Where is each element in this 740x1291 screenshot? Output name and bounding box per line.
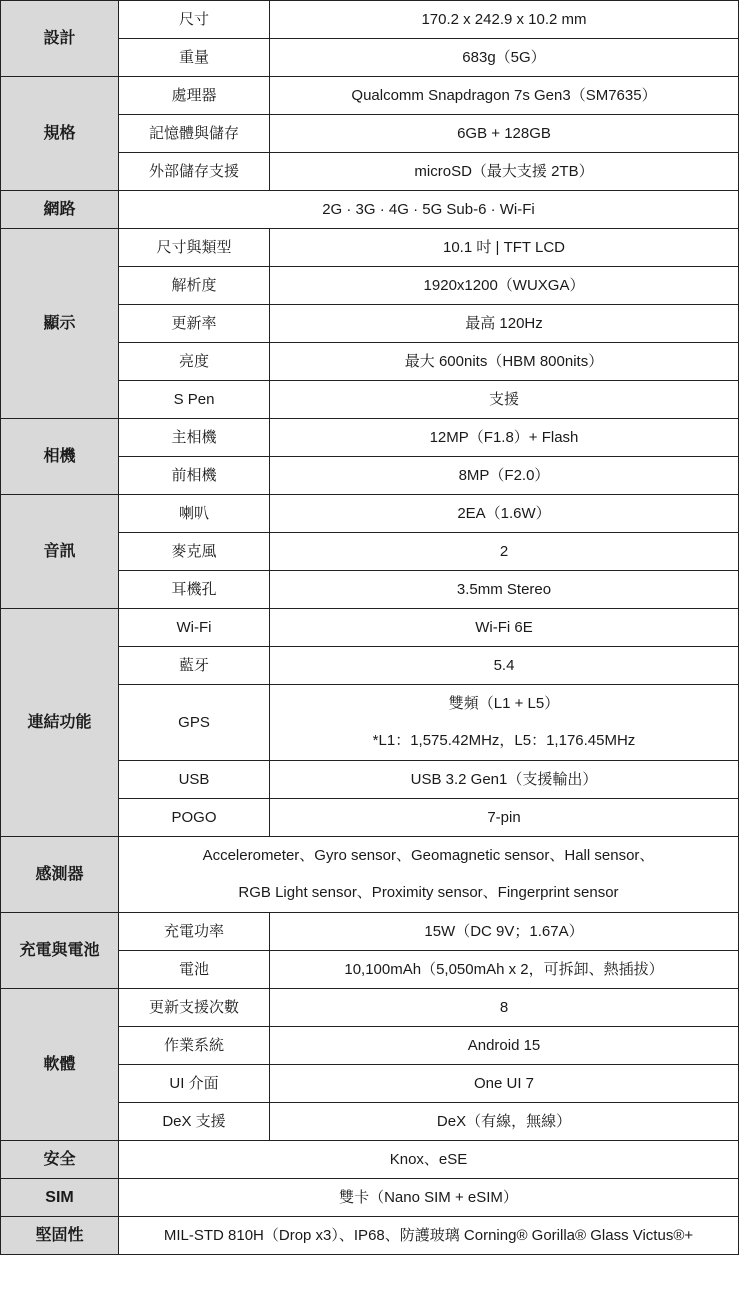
value-ui: One UI 7	[270, 1065, 739, 1103]
value-memory: 6GB + 128GB	[270, 115, 739, 153]
label-pogo: POGO	[119, 799, 270, 837]
category-sim: SIM	[1, 1179, 119, 1217]
category-security: 安全	[1, 1141, 119, 1179]
value-pogo: 7-pin	[270, 799, 739, 837]
label-battery: 電池	[119, 951, 270, 989]
value-front-camera: 8MP（F2.0）	[270, 457, 739, 495]
category-sensors: 感測器	[1, 837, 119, 913]
value-sensors-line1: Accelerometer、Gyro sensor、Geomagnetic sensor、Hall sensor、	[119, 837, 739, 875]
value-weight: 683g（5G）	[270, 39, 739, 77]
category-audio: 音訊	[1, 495, 119, 609]
value-main-camera: 12MP（F1.8）+ Flash	[270, 419, 739, 457]
label-display-size: 尺寸與類型	[119, 229, 270, 267]
value-wifi: Wi-Fi 6E	[270, 609, 739, 647]
label-wifi: Wi-Fi	[119, 609, 270, 647]
label-s-pen: S Pen	[119, 381, 270, 419]
label-headphone-jack: 耳機孔	[119, 571, 270, 609]
label-resolution: 解析度	[119, 267, 270, 305]
label-front-camera: 前相機	[119, 457, 270, 495]
value-charging: 15W（DC 9V；1.67A）	[270, 913, 739, 951]
value-usb: USB 3.2 Gen1（支援輸出）	[270, 761, 739, 799]
value-sim: 雙卡（Nano SIM + eSIM）	[119, 1179, 739, 1217]
label-main-camera: 主相機	[119, 419, 270, 457]
value-size: 170.2 x 242.9 x 10.2 mm	[270, 1, 739, 39]
label-dex: DeX 支援	[119, 1103, 270, 1141]
label-memory: 記憶體與儲存	[119, 115, 270, 153]
value-dex: DeX（有線，無線）	[270, 1103, 739, 1141]
category-camera: 相機	[1, 419, 119, 495]
value-os: Android 15	[270, 1027, 739, 1065]
value-s-pen: 支援	[270, 381, 739, 419]
value-durability: MIL-STD 810H（Drop x3）、IP68、防護玻璃 Corning® Gorilla® Glass Victus®+	[119, 1217, 739, 1255]
value-bluetooth: 5.4	[270, 647, 739, 685]
label-charging: 充電功率	[119, 913, 270, 951]
value-refresh-rate: 最高 120Hz	[270, 305, 739, 343]
category-durability: 堅固性	[1, 1217, 119, 1255]
label-refresh-rate: 更新率	[119, 305, 270, 343]
label-external-storage: 外部儲存支援	[119, 153, 270, 191]
label-microphone: 麥克風	[119, 533, 270, 571]
value-resolution: 1920x1200（WUXGA）	[270, 267, 739, 305]
category-connectivity: 連結功能	[1, 609, 119, 837]
label-os: 作業系統	[119, 1027, 270, 1065]
value-speaker: 2EA（1.6W）	[270, 495, 739, 533]
label-bluetooth: 藍牙	[119, 647, 270, 685]
label-weight: 重量	[119, 39, 270, 77]
value-battery: 10,100mAh（5,050mAh x 2，可拆卸、熱插拔）	[270, 951, 739, 989]
category-specs: 規格	[1, 77, 119, 191]
label-processor: 處理器	[119, 77, 270, 115]
category-software: 軟體	[1, 989, 119, 1141]
label-updates: 更新支援次數	[119, 989, 270, 1027]
label-speaker: 喇叭	[119, 495, 270, 533]
value-security: Knox、eSE	[119, 1141, 739, 1179]
value-headphone-jack: 3.5mm Stereo	[270, 571, 739, 609]
value-updates: 8	[270, 989, 739, 1027]
value-brightness: 最大 600nits（HBM 800nits）	[270, 343, 739, 381]
label-size: 尺寸	[119, 1, 270, 39]
label-gps: GPS	[119, 685, 270, 761]
value-microphone: 2	[270, 533, 739, 571]
label-usb: USB	[119, 761, 270, 799]
category-battery: 充電與電池	[1, 913, 119, 989]
value-display-size: 10.1 吋 | TFT LCD	[270, 229, 739, 267]
value-network: 2G · 3G · 4G · 5G Sub-6 · Wi-Fi	[119, 191, 739, 229]
label-brightness: 亮度	[119, 343, 270, 381]
value-gps-line1: 雙頻（L1 + L5）	[270, 685, 739, 723]
value-external-storage: microSD（最大支援 2TB）	[270, 153, 739, 191]
value-sensors-line2: RGB Light sensor、Proximity sensor、Fingerprint sensor	[119, 875, 739, 913]
category-display: 顯示	[1, 229, 119, 419]
category-design: 設計	[1, 1, 119, 77]
label-ui: UI 介面	[119, 1065, 270, 1103]
value-gps-line2: *L1：1,575.42MHz，L5：1,176.45MHz	[270, 723, 739, 761]
category-network: 網路	[1, 191, 119, 229]
value-processor: Qualcomm Snapdragon 7s Gen3（SM7635）	[270, 77, 739, 115]
